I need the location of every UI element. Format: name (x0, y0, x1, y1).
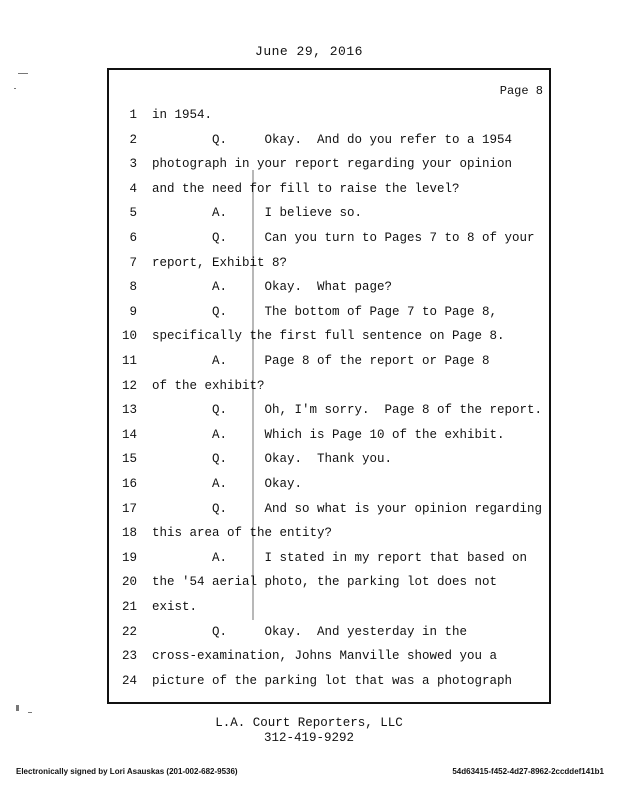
scan-speck (18, 73, 28, 74)
line-number: 11 (121, 354, 137, 368)
line-text: Q. Okay. And do you refer to a 1954 (152, 132, 513, 147)
line-number: 23 (121, 649, 137, 664)
page-label: Page 8 (499, 84, 543, 98)
line-text: Q. The bottom of Page 7 to Page 8, (152, 304, 498, 319)
line-number: 2 (129, 132, 137, 147)
transcript-line (109, 625, 549, 645)
line-text: cross-examination, Johns Manville showed you a (152, 649, 498, 664)
line-number: 10 (121, 329, 137, 344)
line-number: 1 (129, 108, 137, 122)
transcript-line (109, 649, 549, 669)
line-number: 19 (121, 550, 137, 565)
line-text: picture of the parking lot that was a photograph (152, 673, 513, 688)
line-text: Q. And so what is your opinion regarding (152, 501, 543, 516)
transcript-line (109, 133, 549, 153)
line-text: and the need for fill to raise the level? (152, 181, 460, 196)
line-number: 16 (121, 477, 137, 491)
transcript-line (109, 108, 549, 128)
transcript-line (109, 182, 549, 202)
scan-speck (16, 705, 19, 711)
line-text: in 1954. (152, 108, 213, 122)
line-number: 18 (121, 526, 137, 541)
line-number: 5 (129, 206, 137, 221)
line-text: this area of the entity? (152, 526, 333, 541)
line-text: photograph in your report regarding your opinion (152, 157, 513, 172)
line-number: 12 (121, 378, 137, 393)
transcript-line (109, 502, 549, 522)
line-text: Q. Okay. And yesterday in the (152, 624, 468, 639)
scan-speck (14, 88, 16, 89)
transcript-line (109, 428, 549, 448)
transcript-line (109, 403, 549, 423)
line-number: 21 (121, 600, 137, 614)
court-reporter-name: L.A. Court Reporters, LLC (215, 716, 403, 730)
line-number: 7 (129, 255, 137, 270)
transcript-frame (107, 68, 551, 704)
line-number: 4 (129, 181, 137, 196)
transcript-date: June 29, 2016 (255, 44, 363, 59)
transcript-line (109, 280, 549, 300)
transcript-line (109, 526, 549, 546)
line-text: Q. Okay. Thank you. (152, 452, 393, 467)
line-text: Q. Can you turn to Pages 7 to 8 of your (152, 231, 535, 245)
line-text: Q. Oh, I'm sorry. Page 8 of the report. (152, 403, 543, 418)
transcript-line (109, 329, 549, 349)
line-text: A. Page 8 of the report or Page 8 (152, 354, 490, 368)
line-text: the '54 aerial photo, the parking lot does not (152, 575, 498, 590)
electronic-signature: Electronically signed by Lori Asauskas (201-002-682-9536) (16, 767, 238, 776)
line-text: specifically the first full sentence on Page 8. (152, 329, 505, 344)
transcript-line (109, 354, 549, 374)
transcript-line (109, 600, 549, 620)
line-number: 6 (129, 231, 137, 245)
line-text: of the exhibit? (152, 378, 265, 393)
line-text: exist. (152, 600, 198, 614)
line-number: 15 (121, 452, 137, 467)
line-text: A. I believe so. (152, 206, 363, 221)
line-number: 24 (121, 673, 137, 688)
transcript-line (109, 206, 549, 226)
line-number: 17 (121, 501, 137, 516)
transcript-line (109, 452, 549, 472)
line-text: A. Which is Page 10 of the exhibit. (152, 427, 505, 442)
line-text: report, Exhibit 8? (152, 255, 288, 270)
document-hash: 54d63415-f452-4d27-8962-2ccddef141b1 (452, 767, 604, 776)
line-number: 14 (121, 427, 137, 442)
transcript-line (109, 157, 549, 177)
line-number: 22 (121, 624, 137, 639)
line-number: 8 (129, 280, 137, 295)
transcript-line (109, 379, 549, 399)
line-text: A. Okay. (152, 477, 303, 491)
transcript-line (109, 674, 549, 694)
transcript-line (109, 305, 549, 325)
transcript-line (109, 231, 549, 251)
transcript-line (109, 256, 549, 276)
scan-speck (28, 712, 32, 713)
line-number: 3 (129, 157, 137, 172)
transcript-line (109, 551, 549, 571)
line-number: 9 (129, 304, 137, 319)
line-text: A. Okay. What page? (152, 280, 393, 295)
transcript-line (109, 477, 549, 497)
line-text: A. I stated in my report that based on (152, 550, 528, 565)
line-number: 13 (121, 403, 137, 418)
transcript-line (109, 575, 549, 595)
court-reporter-phone: 312-419-9292 (263, 731, 354, 745)
line-number: 20 (121, 575, 137, 590)
